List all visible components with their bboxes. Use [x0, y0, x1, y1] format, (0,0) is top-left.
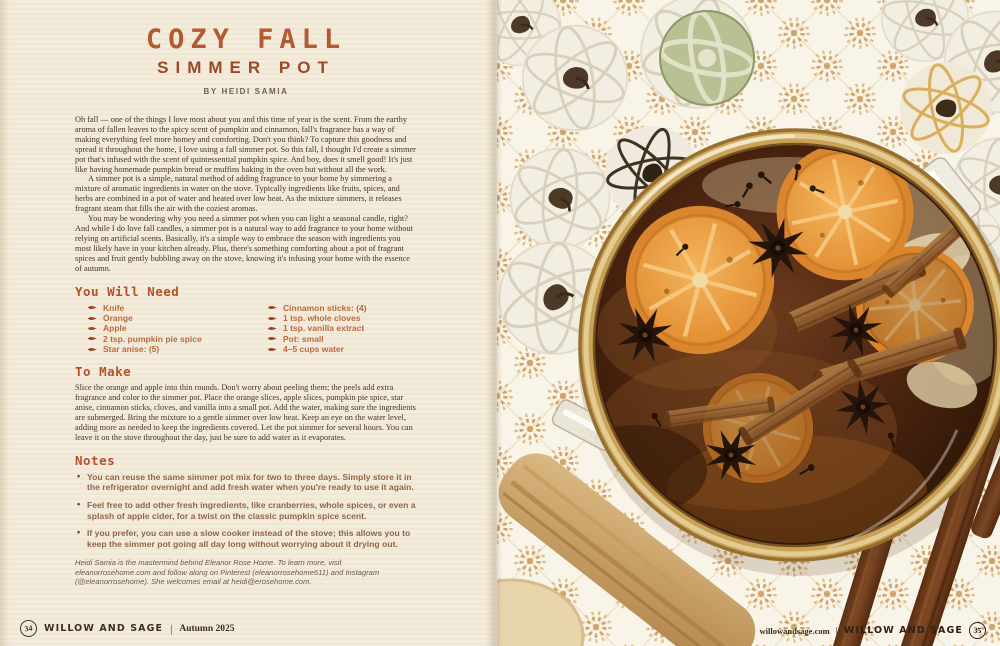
- ingredient-item: [255, 334, 417, 344]
- article-title-line2: SIMMER POT: [157, 58, 335, 77]
- ingredient-item: [255, 303, 417, 313]
- ingredient-label: Pot: small: [283, 333, 324, 344]
- ingredient-list: [75, 303, 417, 355]
- ingredient-label: Cinnamon sticks: (4): [283, 302, 367, 313]
- ingredient-label: Orange: [103, 313, 133, 324]
- leaf-bullet-icon: [87, 304, 97, 311]
- article-title-line1: COZY FALL: [145, 24, 347, 55]
- article-content: [75, 24, 417, 594]
- page-number-badge: 35: [968, 621, 986, 639]
- author-bio: Heidi Samia is the mastermind behind Eleanor Rose Home. To learn more, visit eleanorrosehome.com and follow along on Pinterest (eleanorrosehome611) and Instagram (@eleanorrosehome). She welcomes email at heidi@erosehome.com.: [75, 558, 380, 587]
- right-page-footer: [760, 622, 986, 639]
- leaf-bullet-icon: [87, 315, 97, 322]
- to-make-instructions: Slice the orange and apple into thin rounds. Don't worry about peeling them; the peels add extra fragrance and color to the simmer pot. Place the orange slices, apple slices, pumpkin pie spice, star anise, cinnamon sticks, cloves, and vanilla into a small pot. Add the water, making sure the ingredients are submerged. Bring the mixture to a gentle simmer over low heat. Keep an eye on the water level, adding more as needed to keep the ingredients covered. Let the pot simmer for several hours. You can leave it on the stove throughout the day, just be sure to add water as it evaporates.: [75, 383, 416, 442]
- page-edge-shading: [0, 0, 10, 646]
- ingredient-item: [75, 323, 255, 333]
- page-gutter-shadow: [486, 0, 502, 646]
- ingredient-item: [255, 344, 417, 354]
- ingredient-item: [75, 334, 255, 344]
- intro-paragraph-3: You may be wondering why you need a simmer pot when you can light a seasonal candle, right? And while I do love fall candles, a simmer pot is a natural way to add fragrance to your home without relying on artificial scents. Basically, it's a simple way to embrace the season with ingredients you most likely have in your kitchen already. Plus, there's something comforting about a pot of fragrant spices and fruit gently bubbling away on the stove, knowing it's infusing your home with the essence of autumn.: [75, 214, 414, 273]
- ingredient-item: [255, 323, 417, 333]
- issue-label: Autumn 2025: [179, 623, 235, 634]
- note-item: • Feel free to add other fresh ingredients, like cranberries, whole spices, or even a splash of apple cider, for a twist on the classic pumpkin spice scent.: [75, 500, 417, 521]
- to-make-heading: To Make: [75, 364, 132, 380]
- ingredient-column-1: [75, 303, 255, 355]
- ingredient-label: 4–5 cups water: [283, 344, 344, 355]
- leaf-bullet-icon: [87, 325, 97, 332]
- leaf-bullet-icon: [267, 315, 277, 322]
- ingredient-label: 1 tsp. vanilla extract: [283, 323, 365, 334]
- ingredient-item: [75, 344, 255, 354]
- ingredient-item: [75, 303, 255, 313]
- notes-heading: Notes: [75, 452, 116, 468]
- ingredient-label: 1 tsp. whole cloves: [283, 313, 361, 324]
- article-byline: BY HEIDI SAMIA: [203, 87, 289, 96]
- footer-divider: |: [170, 622, 173, 635]
- notes-list: [75, 472, 417, 550]
- intro-paragraph-2: A simmer pot is a simple, natural method of adding fragrance to your home by simmering a mixture of aromatic ingredients in water on the stove. Typically ingredients like fruits, spices, and herbs are combined in a pot of water and heated over low heat. As the mixture simmers, it releases fragrant steam that fills the air with the coziest aromas.: [75, 174, 402, 214]
- leaf-bullet-icon: [87, 346, 97, 353]
- article-header: [75, 24, 417, 96]
- website-label: willowandsage.com: [759, 625, 830, 636]
- note-item: • You can reuse the same simmer pot mix for two to three days. Simply store it in the refrigerator overnight and add fresh water when you're ready to use it again.: [75, 472, 417, 493]
- note-item: • If you prefer, you can use a slow cooker instead of the stove; this allows you to keep the simmer pot going all day long without worrying about it drying out.: [75, 528, 417, 549]
- leaf-bullet-icon: [267, 304, 277, 311]
- page-number-badge: 34: [19, 619, 38, 638]
- ingredient-label: 2 tsp. pumpkin pie spice: [103, 333, 202, 344]
- left-page-footer: [20, 620, 235, 637]
- you-will-need-heading: You Will Need: [75, 283, 180, 299]
- leaf-bullet-icon: [267, 335, 277, 342]
- leaf-bullet-icon: [267, 325, 277, 332]
- simmer-pot-photo: [497, 0, 1000, 646]
- ingredient-label: Apple: [103, 323, 127, 334]
- magazine-name: WILLOW AND SAGE: [843, 624, 963, 637]
- magazine-name: WILLOW AND SAGE: [44, 622, 164, 635]
- leaf-bullet-icon: [87, 335, 97, 342]
- ingredient-label: Knife: [103, 302, 125, 313]
- ingredient-item: [75, 313, 255, 323]
- article-page: [0, 0, 497, 646]
- ingredient-label: Star anise: (5): [103, 344, 160, 355]
- leaf-bullet-icon: [267, 346, 277, 353]
- ingredient-column-2: [255, 303, 417, 355]
- photo-page: [497, 0, 1000, 646]
- intro-paragraph-1: Oh fall — one of the things I love most about you and this time of year is the scent. From the earthy aroma of fallen leaves to the spicy scent of pumpkin and cinnamon, fall's fragrance has a way of making everything feel more homey and comforting. Don't you think? To capture this goodness and spread it throughout the home, I love using a fall simmer pot. So this fall, I thought I'd create a simmer pot that's infused with the scent of quintessential pumpkin spice. And boy, does it smell good! It's just like having homemade pumpkin bread or muffins baking in the oven but without all the work.: [75, 115, 416, 174]
- ingredient-item: [255, 313, 417, 323]
- footer-divider: |: [835, 624, 838, 637]
